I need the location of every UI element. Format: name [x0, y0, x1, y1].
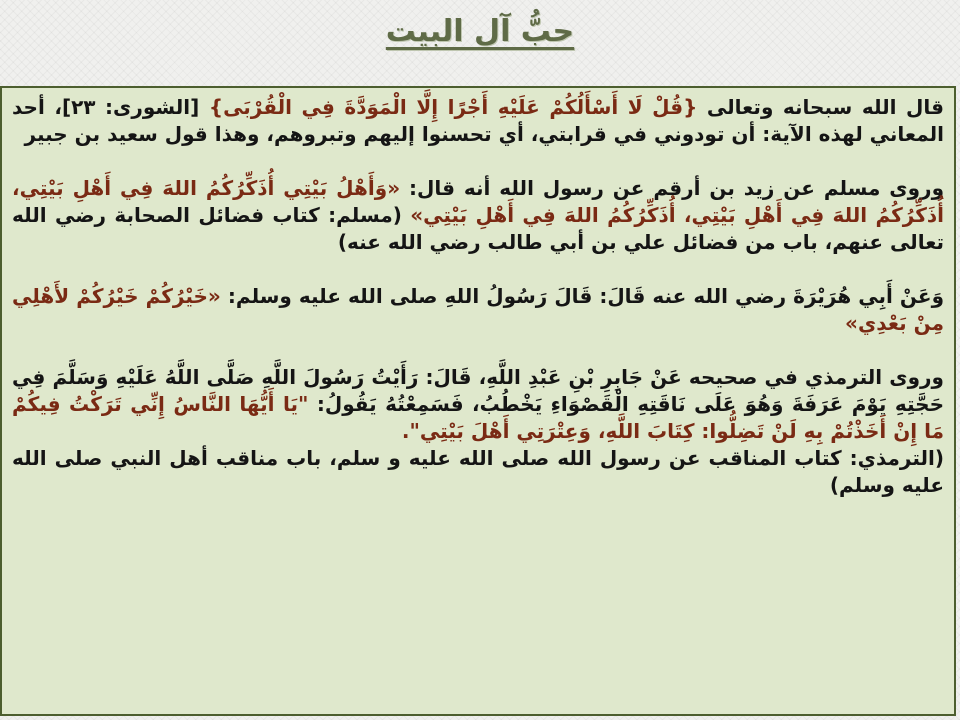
- paragraph-verse: [12, 94, 944, 148]
- hadith-source: (الترمذي: كتاب المناقب عن رسول الله صلى الله عليه و سلم، باب مناقب أهل النبي صلى الله عليه وسلم): [12, 446, 944, 497]
- paragraph-muslim: [12, 175, 944, 256]
- paragraph-tirmidhi: [12, 364, 944, 445]
- page-title: حبُّ آل البيت: [385, 14, 575, 49]
- hadith-text: «وَأَهْلُ بَيْتِي أُذَكِّرُكُمُ اللهَ فِي أَهْلِ بَيْتِي، أُذَكِّرُكُمُ اللهَ فِي أَهْلِ بَيْتِي، أُذَكِّرُكُمُ اللهَ فِي أَهْلِ بَيْتِي»: [12, 176, 944, 227]
- verse-intro: قال الله سبحانه وتعالى: [697, 95, 944, 119]
- paragraph-abu-hurayra: [12, 283, 944, 337]
- hadith-text: "يَا أَيُّهَا النَّاسُ إِنِّي تَرَكْتُ فِيكُمْ مَا إِنْ أَخَذْتُمْ بِهِ لَنْ تَضِلُّوا: كِتَابَ اللَّهِ، وَعِتْرَتِي أَهْلَ بَيْتِي".: [12, 392, 944, 443]
- content-panel: [0, 86, 956, 716]
- hadith-source: (مسلم: كتاب فضائل الصحابة رضي الله تعالى عنهم، باب من فضائل علي بن أبي طالب رضي الله عنه): [12, 203, 944, 254]
- paragraph-tirmidhi-source: [12, 445, 944, 499]
- quran-verse: {قُلْ لَا أَسْأَلُكُمْ عَلَيْهِ أَجْرًا إِلَّا الْمَوَدَّةَ فِي الْقُرْبَى}: [208, 95, 698, 119]
- hadith-intro: وَعَنْ أَبِي هُرَيْرَةَ رضي الله عنه قَالَ: قَالَ رَسُولُ اللهِ صلى الله عليه وسلم:: [220, 284, 944, 308]
- hadith-intro: وروى مسلم عن زيد بن أرقم عن رسول الله أنه قال:: [400, 176, 945, 200]
- spacer: [12, 256, 944, 283]
- verse-commentary: [الشورى: ٢٣]، أحد المعاني لهذه الآية: أن تودوني في قرابتي، أي تحسنوا إليهم وتبروهم، وهذا قول سعيد بن جبير: [12, 95, 944, 146]
- spacer: [12, 337, 944, 364]
- hadith-text: «خَيْرُكُمْ خَيْرُكُمْ لأَهْلِي مِنْ بَعْدِي»: [12, 284, 944, 335]
- hadith-intro: وروى الترمذي في صحيحه عَنْ جَابِرِ بْنِ عَبْدِ اللَّهِ، قَالَ: رَأَيْتُ رَسُولَ اللَّهِ صَلَّى اللَّهُ عَلَيْهِ وَسَلَّمَ فِي حَجَّتِهِ يَوْمَ عَرَفَةَ وَهُوَ عَلَى نَاقَتِهِ الْقَصْوَاءِ يَخْطُبُ، فَسَمِعْتُهُ يَقُولُ:: [12, 365, 944, 416]
- spacer: [12, 148, 944, 175]
